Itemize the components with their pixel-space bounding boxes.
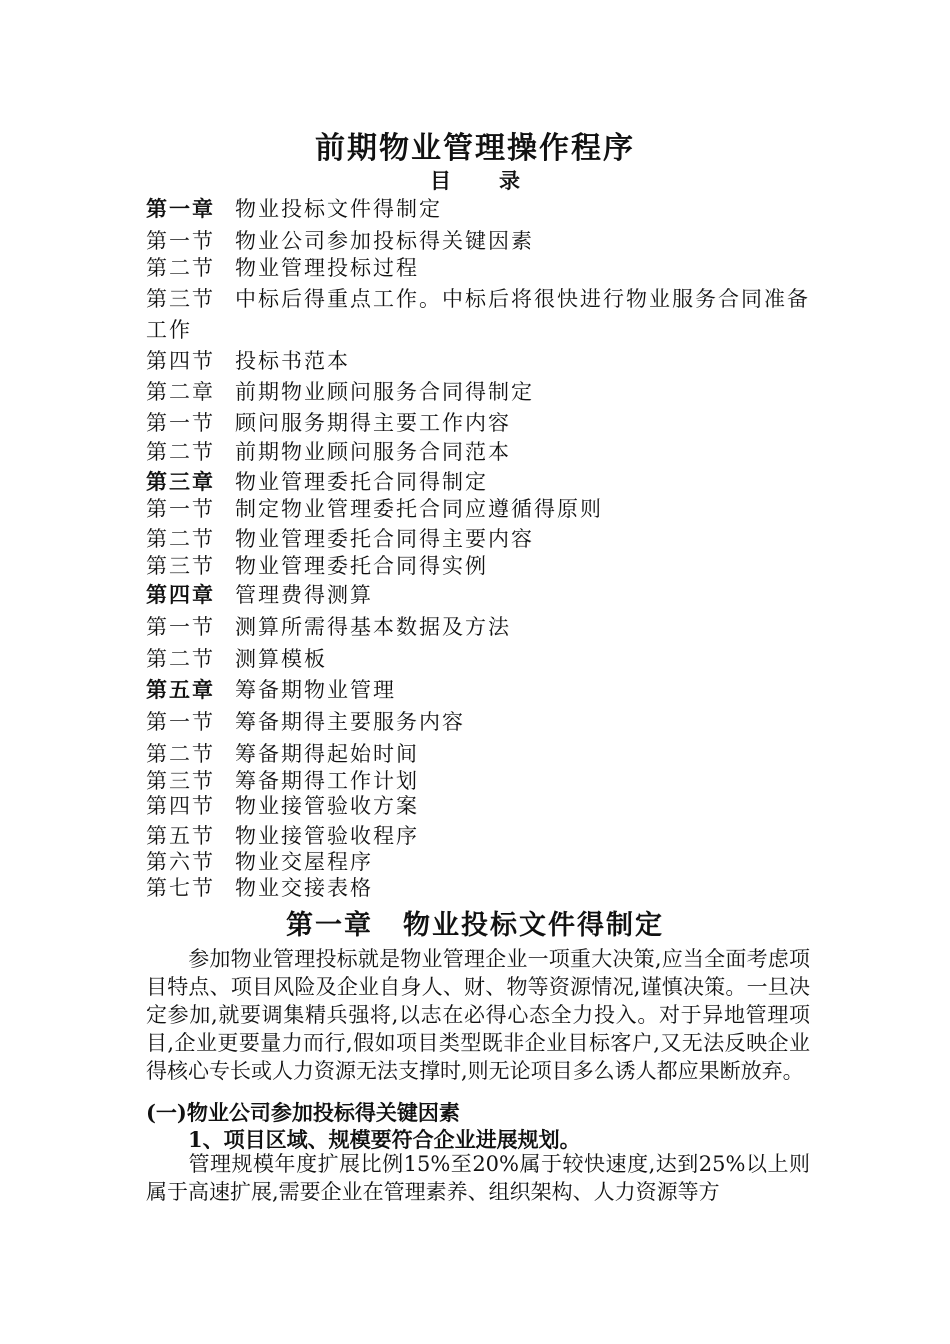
toc-item — [146, 706, 465, 736]
toc-item-text: 物业公司参加投标得关键因素 — [235, 229, 534, 253]
toc-item-label: 第二章 — [146, 380, 215, 404]
toc-item-label: 第一节 — [146, 229, 215, 253]
toc-item — [146, 466, 488, 496]
toc-item — [146, 493, 603, 523]
toc-item — [146, 376, 534, 406]
chapter-heading — [0, 903, 950, 942]
toc-item-label: 第三节 — [146, 554, 215, 578]
toc-item — [146, 252, 419, 282]
toc-item-label: 第七节 — [146, 876, 215, 900]
toc-item — [146, 674, 396, 704]
toc-item-text: 物业交接表格 — [235, 876, 373, 900]
chapter-heading-text: 物业投标文件得制定 — [403, 910, 664, 941]
toc-item-text: 物业管理委托合同得主要内容 — [235, 527, 534, 551]
toc-item-label: 第二节 — [146, 440, 215, 464]
subsection-heading: 1、项目区域、规模要符合企业进展规划。 — [188, 1127, 581, 1152]
toc-item-label: 第一节 — [146, 497, 215, 521]
toc-item-text: 制定物业管理委托合同应遵循得原则 — [235, 497, 603, 521]
toc-item-text: 测算模板 — [235, 647, 327, 671]
toc-item — [146, 523, 534, 553]
intro-paragraph — [146, 945, 810, 1085]
toc-item-label: 第二节 — [146, 527, 215, 551]
toc-item — [146, 436, 511, 466]
toc-item-label: 第二节 — [146, 256, 215, 280]
toc-item-text: 筹备期得工作计划 — [235, 769, 419, 793]
toc-item-text: 筹备期得起始时间 — [235, 742, 419, 766]
toc-item-text: 物业交屋程序 — [235, 850, 373, 874]
chapter-heading-label: 第一章 — [286, 910, 373, 941]
intro-paragraph-text: 参加物业管理投标就是物业管理企业一项重大决策,应当全面考虑项目特点、项目风险及企业自身人、财、物等资源情况,谨慎决策。一旦决定参加,就要调集精兵强将,以志在必得心态全力投入。对于异地管理项目,企业更要量力而行,假如项目类型既非企业目标客户,又无法反映企业得核心专长或人力资源无法支撑时,则无论项目多么诱人都应果断放弃。 — [146, 947, 810, 1083]
toc-item-text: 物业管理委托合同得制定 — [235, 470, 488, 494]
toc-item-text: 测算所需得基本数据及方法 — [235, 615, 511, 639]
toc-item-label: 第一节 — [146, 710, 215, 734]
toc-item-text: 前期物业顾问服务合同得制定 — [235, 380, 534, 404]
toc-heading-char-1: 目 — [430, 168, 451, 193]
toc-item-text: 投标书范本 — [235, 349, 350, 373]
toc-item — [146, 611, 511, 641]
toc-item — [146, 579, 373, 609]
section-heading: (一)物业公司参加投标得关键因素 — [146, 1100, 460, 1125]
toc-item-label: 第一节 — [146, 411, 215, 435]
toc-item-text: 筹备期物业管理 — [235, 678, 396, 702]
toc-item-text: 前期物业顾问服务合同范本 — [235, 440, 511, 464]
toc-item-text: 筹备期得主要服务内容 — [235, 710, 465, 734]
toc-item — [146, 550, 488, 580]
body-paragraph-text: 管理规模年度扩展比例15%至20%属于较快速度,达到25%以上则属于高速扩展,需要企业在管理素养、组织架构、人力资源等方 — [146, 1152, 810, 1204]
toc-item-label: 第三节 — [146, 769, 215, 793]
toc-item-text: 物业接管验收程序 — [235, 824, 419, 848]
toc-item — [146, 225, 534, 255]
toc-item-wrap: 工作 — [146, 318, 192, 342]
toc-item — [146, 872, 373, 902]
toc-item-text: 顾问服务期得主要工作内容 — [235, 411, 511, 435]
toc-item-text: 物业管理投标过程 — [235, 256, 419, 280]
toc-item-label: 第五节 — [146, 824, 215, 848]
toc-item-label: 第四章 — [146, 582, 215, 607]
toc-heading-char-2: 录 — [499, 168, 520, 193]
toc-item-text: 物业管理委托合同得实例 — [235, 554, 488, 578]
toc-item-label: 第一节 — [146, 615, 215, 639]
toc-item-text: 中标后得重点工作。中标后将很快进行物业服务合同准备 — [235, 287, 810, 311]
toc-item-label: 第四节 — [146, 349, 215, 373]
toc-heading — [0, 165, 950, 195]
toc-item — [146, 345, 350, 375]
toc-item-label: 第五章 — [146, 677, 215, 702]
toc-item — [146, 283, 810, 313]
toc-item — [146, 407, 511, 437]
toc-item-label: 第六节 — [146, 850, 215, 874]
toc-item-label: 第二节 — [146, 647, 215, 671]
toc-item-label: 第一章 — [146, 196, 215, 221]
toc-item — [146, 643, 327, 673]
toc-item — [146, 738, 419, 768]
toc-item-text: 管理费得测算 — [235, 583, 373, 607]
toc-item-label: 第三节 — [146, 287, 215, 311]
toc-item — [146, 790, 419, 820]
body-paragraph — [146, 1150, 810, 1206]
toc-item-text: 物业接管验收方案 — [235, 794, 419, 818]
toc-item-label: 第四节 — [146, 794, 215, 818]
toc-item-text: 物业投标文件得制定 — [235, 197, 442, 221]
toc-item-label: 第三章 — [146, 469, 215, 494]
toc-item-label: 第二节 — [146, 742, 215, 766]
toc-item — [146, 193, 442, 223]
document-title: 前期物业管理操作程序 — [315, 131, 635, 166]
